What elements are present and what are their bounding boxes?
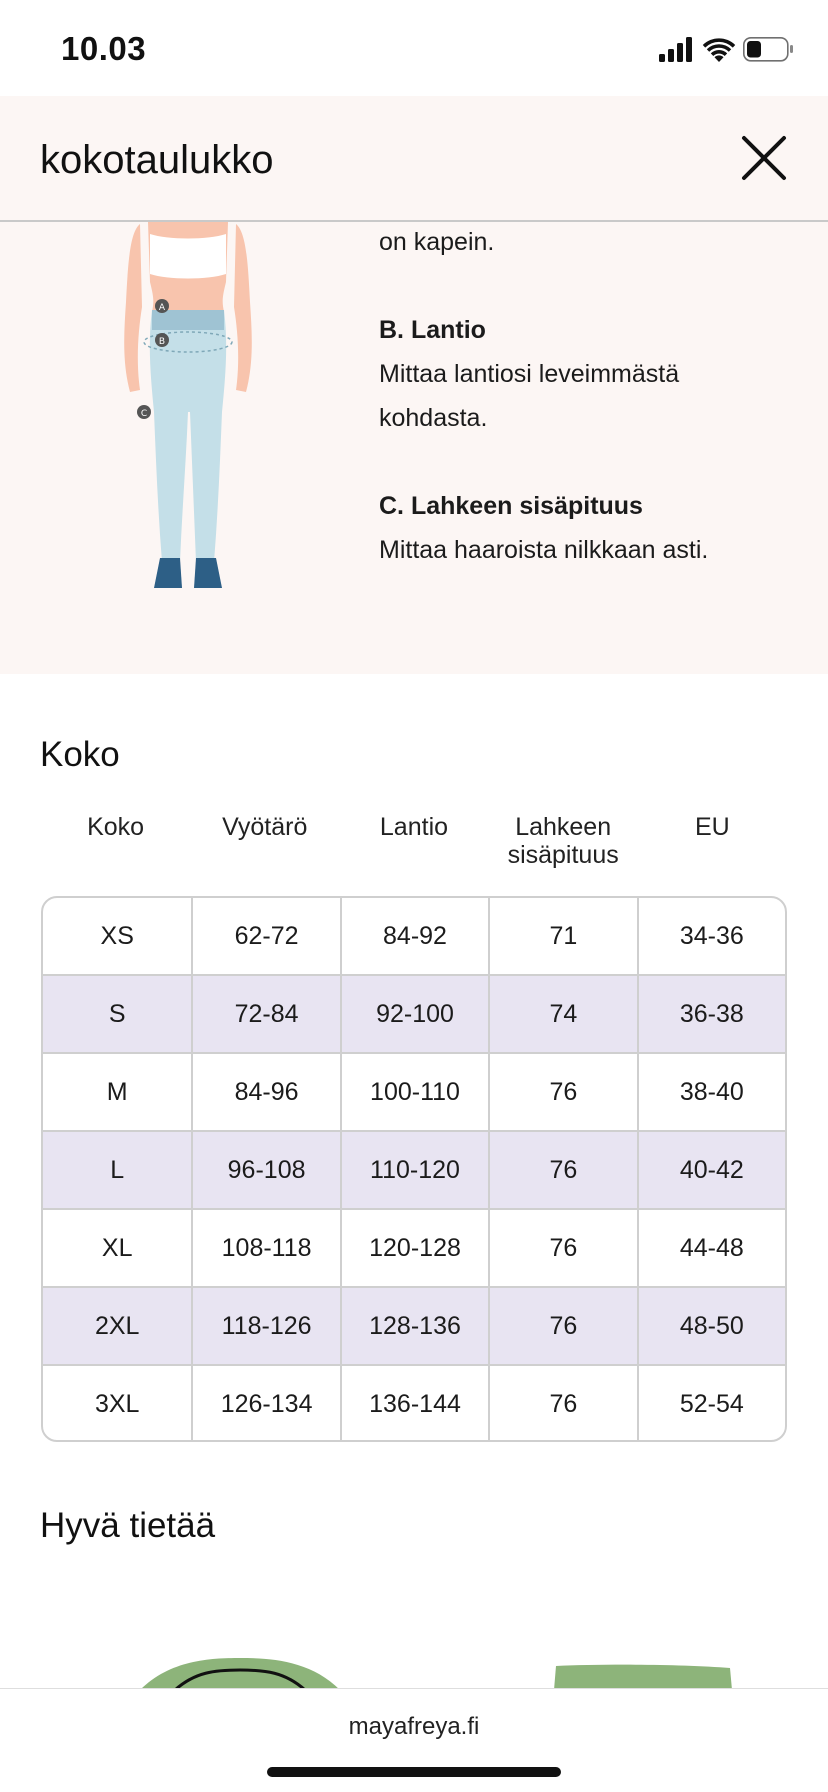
body-figure-illustration — [118, 222, 258, 592]
measurement-c-line: Mittaa haaroista nilkkaan asti. — [379, 536, 709, 564]
table-row — [43, 974, 785, 1052]
table-cell: 3XL — [94, 1389, 140, 1418]
svg-text:A: A — [158, 303, 166, 313]
size-table-header — [41, 813, 787, 873]
marker-c — [137, 405, 151, 419]
table-cell: 44-48 — [637, 1210, 785, 1286]
measurement-instructions — [379, 222, 799, 572]
marker-a — [155, 299, 169, 313]
good-to-know-heading: Hyvä tietää — [40, 1506, 216, 1545]
browser-url-bar[interactable] — [0, 1688, 828, 1792]
measurement-b-heading: B. Lantio — [379, 316, 486, 344]
measurement-a-tail: on kapein. — [379, 228, 495, 256]
table-cell: 76 — [488, 1210, 636, 1286]
home-indicator[interactable] — [267, 1767, 561, 1777]
table-cell: 118-126 — [191, 1288, 339, 1364]
table-cell: 74 — [488, 976, 636, 1052]
table-cell: 100-110 — [340, 1054, 488, 1130]
table-cell: 120-128 — [340, 1210, 488, 1286]
table-cell: 40-42 — [637, 1132, 785, 1208]
close-button[interactable] — [736, 130, 792, 186]
column-header: Lahkeen sisäpituus — [507, 813, 619, 869]
table-row — [43, 1364, 785, 1442]
table-row — [43, 1286, 785, 1364]
size-section-heading: Koko — [40, 735, 120, 774]
table-cell: 72-84 — [191, 976, 339, 1052]
sheet-title: kokotaulukko — [40, 138, 274, 182]
column-header: EU — [694, 813, 730, 841]
table-cell: 62-72 — [191, 898, 339, 974]
table-row — [43, 898, 785, 974]
table-cell: 126-134 — [191, 1366, 339, 1442]
table-cell: 52-54 — [637, 1366, 785, 1442]
url-text[interactable]: mayafreya.fi — [348, 1713, 480, 1740]
table-cell: 76 — [488, 1288, 636, 1364]
table-cell: 92-100 — [340, 976, 488, 1052]
battery-icon — [744, 38, 793, 61]
status-icons — [659, 34, 794, 64]
measurement-c-heading: C. Lahkeen sisäpituus — [379, 492, 643, 520]
table-cell: 84-92 — [340, 898, 488, 974]
table-cell: 76 — [488, 1054, 636, 1130]
svg-text:B: B — [158, 337, 166, 347]
table-cell: 128-136 — [340, 1288, 488, 1364]
column-header: Lantio — [379, 813, 449, 841]
table-cell: 76 — [488, 1366, 636, 1442]
table-cell: 108-118 — [191, 1210, 339, 1286]
table-cell: XL — [101, 1233, 133, 1262]
table-cell: XS — [100, 921, 134, 950]
wifi-icon — [703, 38, 735, 62]
marker-b — [155, 333, 169, 347]
table-cell: 71 — [488, 898, 636, 974]
table-cell: 96-108 — [191, 1132, 339, 1208]
table-cell: 2XL — [94, 1311, 140, 1340]
column-header: Koko — [87, 813, 145, 841]
table-cell: 76 — [488, 1132, 636, 1208]
table-row — [43, 1052, 785, 1130]
table-cell: 84-96 — [191, 1054, 339, 1130]
status-bar — [0, 0, 828, 96]
table-cell: M — [106, 1077, 128, 1106]
table-cell: 110-120 — [340, 1132, 488, 1208]
measurement-b-line: Mittaa lantiosi leveimmästä — [379, 360, 680, 388]
table-cell: 34-36 — [637, 898, 785, 974]
good-to-know-illustrations — [0, 1640, 828, 1690]
measurement-b-line: kohdasta. — [379, 404, 488, 432]
size-table — [41, 896, 787, 1442]
illustration-green-shape — [554, 1665, 732, 1690]
illustration-green-circle — [140, 1658, 340, 1690]
status-time: 10.03 — [61, 30, 147, 67]
table-cell: L — [110, 1155, 125, 1184]
table-cell: 136-144 — [340, 1366, 488, 1442]
column-header: Vyötärö — [222, 813, 308, 841]
table-cell: S — [108, 999, 126, 1028]
sheet-header — [0, 96, 828, 222]
table-row — [43, 1208, 785, 1286]
table-cell: 48-50 — [637, 1288, 785, 1364]
measurement-guide — [0, 222, 828, 674]
table-cell: 38-40 — [637, 1054, 785, 1130]
svg-text:C: C — [140, 409, 148, 419]
table-cell: 36-38 — [637, 976, 785, 1052]
cellular-signal-icon — [659, 37, 692, 62]
table-row — [43, 1130, 785, 1208]
close-icon — [736, 130, 792, 186]
